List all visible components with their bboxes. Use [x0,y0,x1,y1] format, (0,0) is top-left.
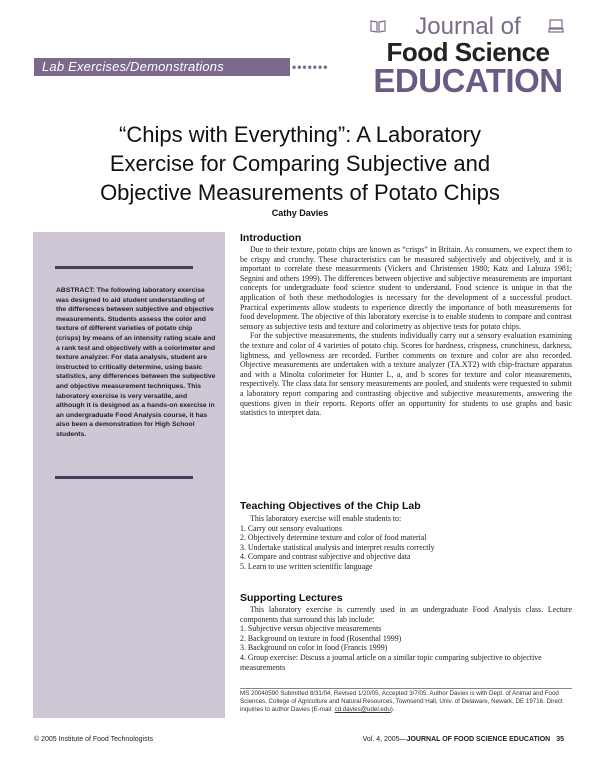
banner-dots: ••••••• [292,60,329,74]
title-line-3: Objective Measurements of Potato Chips [100,180,500,205]
objectives-intro: This laboratory exercise will enable students to: [250,514,402,523]
author-name: Cathy Davies [271,208,329,218]
copyright-notice: © 2005 Institute of Food Technologists [34,736,154,743]
list-item: 4. Compare and contrast subjective and objective data [240,552,411,562]
title-line-1: “Chips with Everything”: A Laboratory [119,122,481,147]
list-item: 4. Group exercise: Discuss a journal article on a similar topic comparing subjective to objective measurements [240,652,542,672]
intro-heading: Introduction [240,232,302,244]
section-banner: Lab Exercises/Demonstrations [34,58,290,76]
intro-paragraph-1: Due to their texture, potato chips are known as “crisps” in Britain. As consumers, we expect them to be crispy and crunchy. These characteristics can be measured subjectively and objectively, and it is important to correlate these measurements (Vickers and Christensen 1980; Katz and Labuza 1981; Segnini and others 1999). The differences between objective and subjective measurements are important concepts for undergraduate food science student to understand. Food science is unique in that the application of both these methodologies is necessary for the development of a successful product. Practical experiments allow students to experience directly the importance of both measurements for food development. The objective of this laboratory exercise is to enable students to compare and contrast sensory as subjective tests and texture and colorimetry as objective tests for potato chips. [240,245,572,331]
abstract-text: ABSTRACT: The following laboratory exercise was designed to aid student understanding of the differences between subjective and objective measurements. Students assess the color and texture of different varieties of potato chip (crisps) by means of an intensity rating scale and a rank test and objectively with a colorimeter and texture analyzer. For data analysis, student are instructed to critically determine, using basic statistics, any differences between the subjective and objective measurement techniques. This laboratory exercise is very versatile, and although it is designed as a hands-on exercise in an undergraduate Food Analysis course, it has also been a demonstration for High School students. [56,287,216,438]
journal-name-footer: JOURNAL OF FOOD SCIENCE EDUCATION [406,736,551,743]
list-item: 3. Undertake statistical analysis and interpret results correctly [240,542,435,552]
lectures-heading: Supporting Lectures [240,592,343,604]
list-item: 1. Carry out sensory evaluations [240,523,342,533]
page-number: 35 [556,736,564,743]
article-title [20,120,580,207]
journal-logo [368,14,568,98]
journal-name-line3: EDUCATION [373,62,563,99]
list-item: 3. Background on color in food (Francis 1999) [240,643,388,653]
list-item: 5. Learn to use written scientific language [240,561,373,571]
footnote-text: MS 20040590 Submitted 8/31/04, Revised 1/20/05, Accepted 3/7/05. Author Davies is with Dept. of Animal and Food Sciences, College of Agriculture and Natural Resources, Townsend Hall, Univ. of Delaware, Newark, DE 19716. Direct inquiries to author Davies (E-mail: [240,690,563,713]
journal-name-line2: Food Science [386,37,550,67]
footnote [240,690,572,714]
objectives-body [240,514,572,572]
lectures-body [240,605,572,672]
footnote-end: ). [390,706,395,713]
journal-name-line1: Journal of [415,13,521,40]
list-item: 1. Subjective versus objective measurements [240,624,382,634]
lectures-intro: This laboratory exercise is currently used in an undergraduate Food Analysis class. Lecture components that surround this lab include: [240,605,572,624]
intro-paragraph-2: For the subjective measurements, the students individually carry out a sensory evaluation examining the texture and color of 4 varieties of potato chip. Scores for hardness, crispness, crunchiness, darkness, lightness, and yellowness are recorded. Further comments on texture and color are also recorded. Objective measurements are undertaken with a texture analyzer (TA.XT2) with chip-fracture apparatus and with a Minolta colorimeter for Hunter L, a, and b scores for texture and color measurements, respectively. The class data for sensory measurements are pooled, and students were requested to submit a laboratory report comparing and contrasting objective and subjective measurements, answering the questions given in their reports. Reports offer an opportunity for students to use graphs and basic statistics to interpret data. [240,331,572,418]
volume-info: Vol. 4, 2005— [362,736,407,743]
page-footer [363,736,564,743]
objectives-heading: Teaching Objectives of the Chip Lab [240,500,421,512]
computer-icon [548,19,564,33]
title-line-2: Exercise for Comparing Subjective and [109,151,491,176]
footnote-rule [240,688,572,689]
intro-body [240,245,572,418]
abstract-bottom-rule [55,476,193,479]
abstract-top-rule [55,266,193,269]
list-item: 2. Objectively determine texture and color of food material [240,533,427,543]
author-email-link[interactable]: cd.davies@udel.edu [334,706,391,713]
list-item: 2. Background on texture in food (Rosenthal 1999) [240,633,402,643]
